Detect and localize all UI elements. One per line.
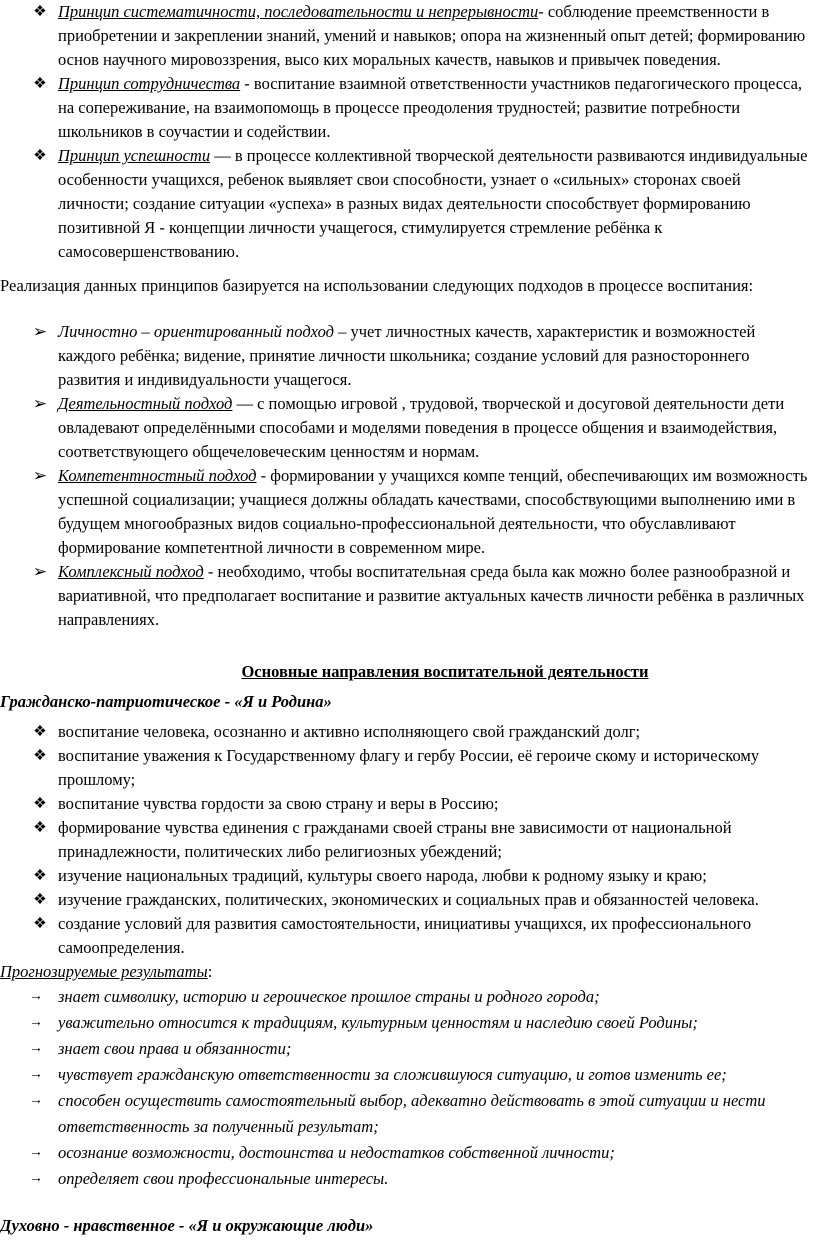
result-text: чувствует гражданскую ответственности за сложившуюся ситуацию, и готов изменить ее;: [58, 1065, 727, 1084]
result-text: знает свои права и обязанности;: [58, 1039, 292, 1058]
approach-item: [0, 392, 816, 464]
civic-item: [0, 792, 816, 816]
arrow-bullet-icon: →: [29, 1145, 43, 1160]
directions-title: Основные направления воспитательной деятельности: [241, 662, 649, 681]
result-text: осознание возможности, достоинства и недостатков собственной личности;: [58, 1143, 615, 1162]
approach-term: Личностно – ориентированный подход: [58, 322, 334, 341]
principle-term: Принцип сотрудничества: [58, 74, 241, 93]
arrow-bullet-icon: →: [29, 1093, 43, 1108]
results-label: Прогнозируемые результаты: [0, 962, 208, 981]
principles-list: [0, 0, 816, 264]
approach-term: Деятельностный подход: [58, 394, 233, 413]
approach-text: – учет личностных качеств, характеристик и возможностей каждого ребёнка; видение, принятие личности школьника; создание условий для разностороннего развития и индивидуальности учащегося.: [58, 322, 756, 389]
chevron-bullet-icon: ➢: [32, 322, 48, 341]
civic-item: [0, 912, 816, 960]
arrow-bullet-icon: →: [29, 989, 43, 1004]
principle-term: Принцип систематичности, последовательности и непрерывности: [58, 2, 539, 21]
result-item: [0, 1010, 816, 1036]
results-heading: [0, 960, 816, 984]
result-item: [0, 984, 816, 1010]
principle-text: - соблюдение преемственности в приобретении и закреплении знаний, умений и навыков; опора на жизненный опыт детей; формированию основ научного мировоззрения, высо ких моральных качеств, навыков и привычек поведения.: [58, 2, 806, 69]
diamond-bullet-icon: ❖: [33, 868, 47, 884]
results-colon: :: [207, 962, 213, 981]
diamond-bullet-icon: ❖: [33, 892, 47, 908]
result-item: [0, 1088, 816, 1140]
arrow-bullet-icon: →: [29, 1015, 43, 1030]
principle-item: [0, 0, 816, 72]
approach-text: — с помощью игровой , трудовой, творческой и досуговой деятельности дети овладевают определёнными способами и моделями поведения в процессе общения и взаимодействия, соответствующего общечеловеческим ценностям и нормам.: [58, 394, 785, 461]
diamond-bullet-icon: ❖: [33, 76, 47, 92]
principle-item: [0, 144, 816, 264]
principle-item: [0, 72, 816, 144]
arrow-bullet-icon: →: [29, 1067, 43, 1082]
result-text: определяет свои профессиональные интересы.: [58, 1169, 389, 1188]
diamond-bullet-icon: ❖: [33, 148, 47, 164]
arrow-bullet-icon: →: [29, 1171, 43, 1186]
chevron-bullet-icon: ➢: [32, 394, 48, 413]
result-item: [0, 1140, 816, 1166]
civic-item-text: воспитание чувства гордости за свою страну и веры в Россию;: [58, 794, 499, 813]
principle-text: - воспитание взаимной ответственности участников педагогического процесса, на сопереживание, на взаимопомощь в процессе преодоления трудностей; развитие потребности школьников в соучастии и содействии.: [58, 74, 803, 141]
result-text: уважительно относится к традициям, культурным ценностям и наследию своей Родины;: [58, 1013, 698, 1032]
civic-item: [0, 816, 816, 864]
approach-term: Комплексный подход: [58, 562, 204, 581]
civic-item-text: воспитание уважения к Государственному флагу и гербу России, её героиче скому и историческому прошлому;: [58, 746, 760, 789]
result-item: [0, 1062, 816, 1088]
approaches-list: [0, 320, 816, 632]
civic-item: [0, 864, 816, 888]
result-item: [0, 1036, 816, 1062]
civic-item-text: изучение гражданских, политических, экономических и социальных прав и обязанностей человека.: [58, 890, 759, 909]
diamond-bullet-icon: ❖: [33, 820, 47, 836]
approach-term: Компетентностный подход: [58, 466, 257, 485]
spiritual-section-title: Духовно - нравственное - «Я и окружающие люди»: [0, 1216, 374, 1235]
result-text: знает символику, историю и героическое прошлое страны и родного города;: [58, 987, 600, 1006]
chevron-bullet-icon: ➢: [32, 466, 48, 485]
arrow-bullet-icon: →: [29, 1041, 43, 1056]
approach-text: - формировании у учащихся компе тенций, обеспечивающих им возможность успешной социализации; учащиеся должны обладать качествами, способствующими выполнению ими в будущем многообразных видов социально-профессиональной деятельности, что обуславливают формирование компетентной личности в современном мире.: [58, 466, 808, 557]
result-item: [0, 1166, 816, 1192]
civic-item-text: воспитание человека, осознанно и активно исполняющего свой гражданский долг;: [58, 722, 641, 741]
approaches-intro: Реализация данных принципов базируется на использовании следующих подходов в процессе воспитания:: [0, 276, 754, 295]
diamond-bullet-icon: ❖: [33, 4, 47, 20]
result-text: способен осуществить самостоятельный выбор, адекватно действовать в этой ситуации и нести ответственность за полученный результат;: [58, 1091, 766, 1136]
chevron-bullet-icon: ➢: [32, 562, 48, 581]
diamond-bullet-icon: ❖: [33, 724, 47, 740]
diamond-bullet-icon: ❖: [33, 796, 47, 812]
approach-text: - необходимо, чтобы воспитательная среда была как можно более разнообразной и вариативной, что предполагает воспитание и развитие актуальных качеств личности ребёнка в различных направлениях.: [58, 562, 805, 629]
civic-item-text: создание условий для развития самостоятельности, инициативы учащихся, их профессионального самоопределения.: [58, 914, 752, 957]
civic-item: [0, 720, 816, 744]
approach-item: [0, 464, 816, 560]
civic-item: [0, 744, 816, 792]
approach-item: [0, 320, 816, 392]
approach-item: [0, 560, 816, 632]
civic-list: [0, 720, 816, 960]
diamond-bullet-icon: ❖: [33, 916, 47, 932]
civic-item: [0, 888, 816, 912]
diamond-bullet-icon: ❖: [33, 748, 47, 764]
civic-item-text: формирование чувства единения с гражданами своей страны вне зависимости от национальной принадлежности, политических либо религиозных убеждений;: [58, 818, 732, 861]
principle-term: Принцип успешности: [58, 146, 211, 165]
civic-item-text: изучение национальных традиций, культуры своего народа, любви к родному языку и краю;: [58, 866, 707, 885]
principle-text: — в процессе коллективной творческой деятельности развиваются индивидуальные особенности учащихся, ребенок выявляет свои способности, узнает о «сильных» сторонах своей личности; создание ситуации «успеха» в разных видах деятельности способствует формированию позитивной Я - концепции личности учащегося, стимулируется стремление ребёнка к самосовершенствованию.: [58, 146, 808, 261]
results-list: [0, 984, 816, 1192]
civic-section-title: Гражданско-патриотическое - «Я и Родина»: [0, 692, 332, 711]
